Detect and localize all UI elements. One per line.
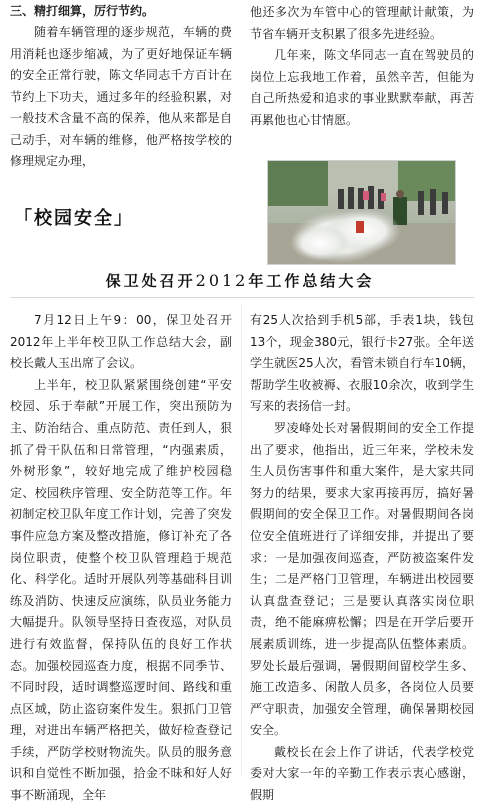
article-column-right [250,310,474,807]
paragraph: 他还多次为车管中心的管理献计献策，为节省车辆开支积累了很多先进经验。 [250,5,474,41]
headline-text: 保卫处召开 [105,272,196,290]
paragraph: 上半年，校卫队紧紧围绕创建“平安校园、乐于奉献”开展工作，突出预防为主、防治结合、重点防范、责任到人，狠抓了骨干队伍和日常管理，“内强素质，外树形象”，较好地完成了维护校园稳定、校园秩序管理、安全防范等工作。年初制定校卫队年度工作计划，完善了突发事件应急方案及整改措施，修订补充了各岗位职责，使整个校卫队管理趋于规范化、科学化。适时开展队列等基础科目训练及消防、快速反应演练，队员业务能力大幅提升。队领导坚持日查夜巡，对队员进行有效监督，保持队伍的良好工作状态。加强校园巡查力度，根据不同季节、不同时段，适时调整巡逻时间、路线和重点区域，防止盗窃案件发生。狠抓门卫管理，对进出车辆严格把关，做好检查登记手续，严防学校财物流失。队员的服务意识和自觉性不断加强，拾金不昧和好人好事不断涌现，全年 [10,377,232,803]
article-column-top-left [10,22,232,173]
headline-text: 年工作总结大会 [248,272,375,290]
section-label: 「校园安全」 [14,208,134,229]
fire-drill-photo [267,160,456,265]
paragraph: 7月12日上午9：00，保卫处召开2012年上半年校卫队工作总结大会，副校长戴人玉出席了会议。 [10,313,232,371]
article-headline [0,270,480,291]
article-column-left [10,310,232,807]
column-divider [241,305,242,775]
paragraph: 随着车辆管理的逐步规范，车辆的费用消耗也逐步缩减，为了更好地保证车辆的安全正常行驶，陈文华同志千方百计在节约上下功夫，通过多年的经验积累，对一般技术含量不高的保养，他从来都是自己动手，对车辆的维修，他严格按学校的修理规定办理， [10,25,232,168]
article-column-top-right [250,2,474,131]
paragraph: 戴校长在会上作了讲话，代表学校党委对大家一年的辛勤工作表示衷心感谢，假期 [250,744,474,803]
headline-rule [10,297,474,298]
section-heading: 三、精打细算，厉行节约。 [10,4,155,18]
headline-year: 2012 [195,271,249,290]
paragraph: 有25人次拾到手机5部，手表1块，钱包13个，现金380元，银行卡27张。全年送学生就医25人次，看管未锁自行车10辆，帮助学生收被褥、衣服10余次，收到学生写来的表扬信一封。 [250,313,474,414]
paragraph: 罗凌峰处长对暑假期间的安全工作提出了要求，他指出，近三年来，学校未发生人员伤害事件和重大案件，是大家共同努力的结果，要求大家再接再厉，搞好暑假期间的安全保卫工作。对暑假期间各岗位安全值班进行了详细安排，并提出了要求：一是加强夜间巡查，严防被盗案件发生；二是严格门卫管理，车辆进出校园要认真盘查登记；三是要认真落实岗位职责，绝不能麻痹松懈；四是在开学后要开展素质训练，进一步提高队伍整体素质。罗处长最后强调，暑假期间留校学生多、施工改造多、闲散人员多，各岗位人员要严守职责，加强安全管理，确保暑期校园安全。 [250,420,474,738]
paragraph: 几年来，陈文华同志一直在驾驶员的岗位上忘我地工作着，虽然辛苦，但能为自己所热爱和追求的事业默默奉献，再苦再累他也心甘情愿。 [250,48,474,127]
